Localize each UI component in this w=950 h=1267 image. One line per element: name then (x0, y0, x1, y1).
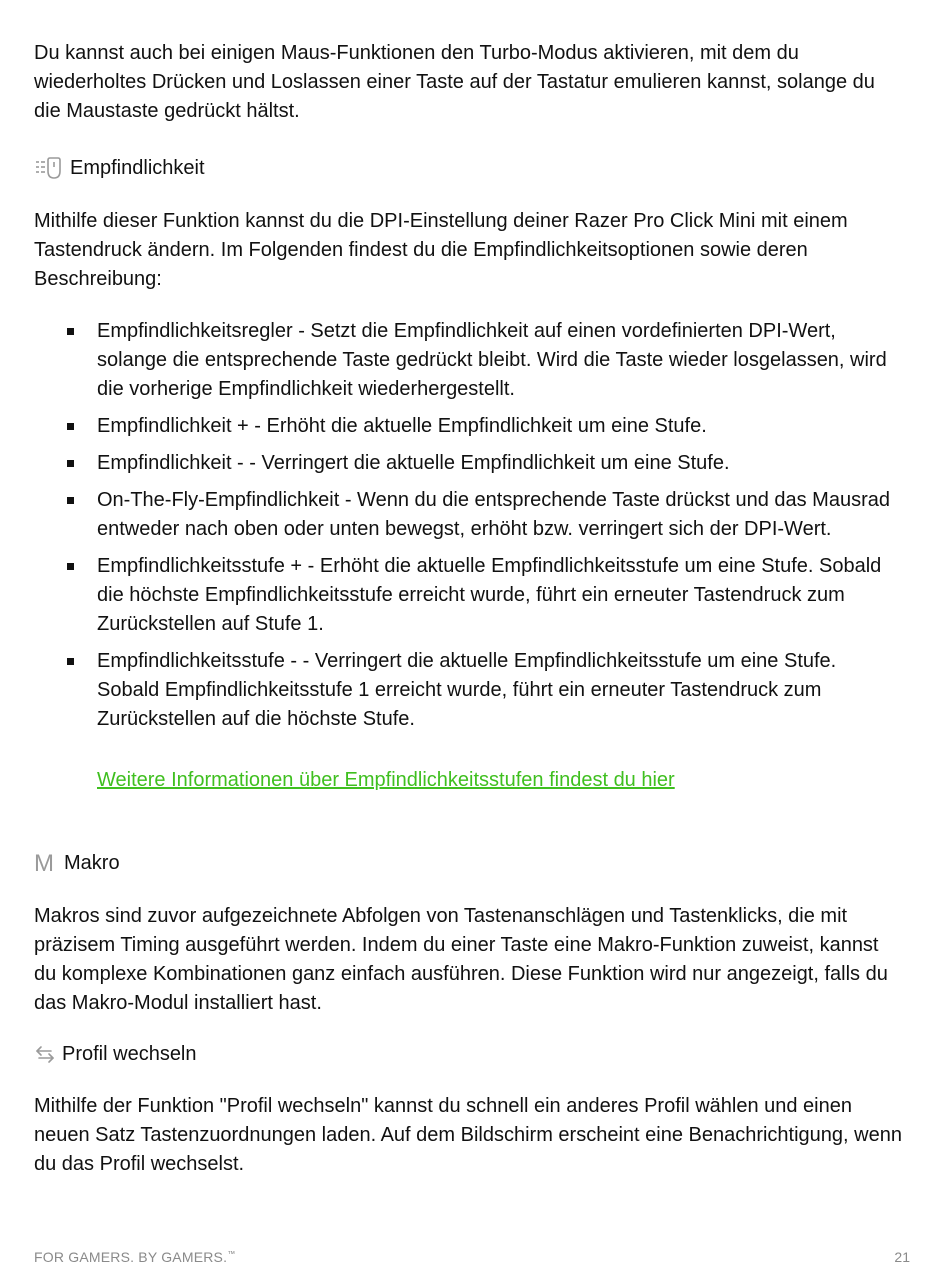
macro-heading (34, 849, 120, 878)
macro-m-icon: M (34, 850, 54, 877)
bullet-square-icon (67, 563, 74, 570)
bullet-square-icon (67, 328, 74, 335)
mouse-sensitivity-icon (34, 156, 64, 182)
sensitivity-stages-link[interactable]: Weitere Informationen über Empfindlichkeitsstufen findest du hier (97, 769, 675, 791)
sensitivity-description: Mithilfe dieser Funktion kannst du die DPI-Einstellung deiner Razer Pro Click Mini mit einem Tastendruck ändern. Im Folgenden findest du die Empfindlichkeitsoptionen sowie deren Beschreibung: (34, 210, 848, 290)
bullet-square-icon (67, 423, 74, 430)
bullet-square-icon (67, 460, 74, 467)
macro-description: Makros sind zuvor aufgezeichnete Abfolgen von Tastenanschlägen und Tastenklicks, die mit präzisem Timing ausgeführt werden. Indem du einer Taste eine Makro-Funktion zuweist, kannst du komplexe Kombinationen ganz einfach ausführen. Diese Funktion wird nur angezeigt, falls du das Makro-Modul installiert hast. (34, 905, 888, 1014)
trademark-symbol: ™ (227, 1249, 236, 1259)
sensitivity-options-list (34, 317, 904, 742)
macro-heading-label: Makro (64, 852, 120, 874)
profile-switch-heading-label: Profil wechseln (62, 1043, 197, 1065)
list-item: Empfindlichkeitsstufe + - Erhöht die aktuelle Empfindlichkeitsstufe um eine Stufe. Sobald die höchste Empfindlichkeitsstufe erreicht wurde, führt ein erneuter Tastendruck zum Zurückstellen auf Stufe 1. (34, 552, 904, 639)
switch-arrows-icon (34, 1044, 56, 1066)
sensitivity-heading (34, 154, 205, 183)
list-item: Empfindlichkeit - - Verringert die aktuelle Empfindlichkeit um eine Stufe. (34, 449, 904, 478)
profile-switch-heading (34, 1040, 197, 1069)
list-item: Empfindlichkeitsstufe - - Verringert die aktuelle Empfindlichkeitsstufe um eine Stufe. Sobald Empfindlichkeitsstufe 1 erreicht wurde, führt ein erneuter Tastendruck zum Zurückstellen auf die höchste Stufe. (34, 647, 904, 734)
bullet-square-icon (67, 497, 74, 504)
list-item: Empfindlichkeit + - Erhöht die aktuelle Empfindlichkeit um eine Stufe. (34, 412, 904, 441)
intro-paragraph: Du kannst auch bei einigen Maus-Funktionen den Turbo-Modus aktivieren, mit dem du wiederholtes Drücken und Loslassen einer Taste auf der Tastatur emulieren kannst, solange du die Maustaste gedrückt hältst. (34, 42, 875, 122)
list-item: Empfindlichkeitsregler - Setzt die Empfindlichkeit auf einen vordefinierten DPI-Wert, solange die entsprechende Taste gedrückt bleibt. Wird die Taste wieder losgelassen, wird die vorherige Empfindlichkeit wiederhergestellt. (34, 317, 904, 404)
bullet-square-icon (67, 658, 74, 665)
list-item: On-The-Fly-Empfindlichkeit - Wenn du die entsprechende Taste drückst und das Mausrad entweder nach oben oder unten bewegst, erhöht bzw. verringert sich der DPI-Wert. (34, 486, 904, 544)
footer-tagline: FOR GAMERS. BY GAMERS.™ (34, 1249, 236, 1265)
profile-switch-description: Mithilfe der Funktion "Profil wechseln" kannst du schnell ein anderes Profil wählen und einen neuen Satz Tastenzuordnungen laden. Auf dem Bildschirm erscheint eine Benachrichtigung, wenn du das Profil wechselst. (34, 1095, 902, 1175)
sensitivity-heading-label: Empfindlichkeit (70, 157, 205, 179)
page-number: 21 (894, 1249, 910, 1265)
